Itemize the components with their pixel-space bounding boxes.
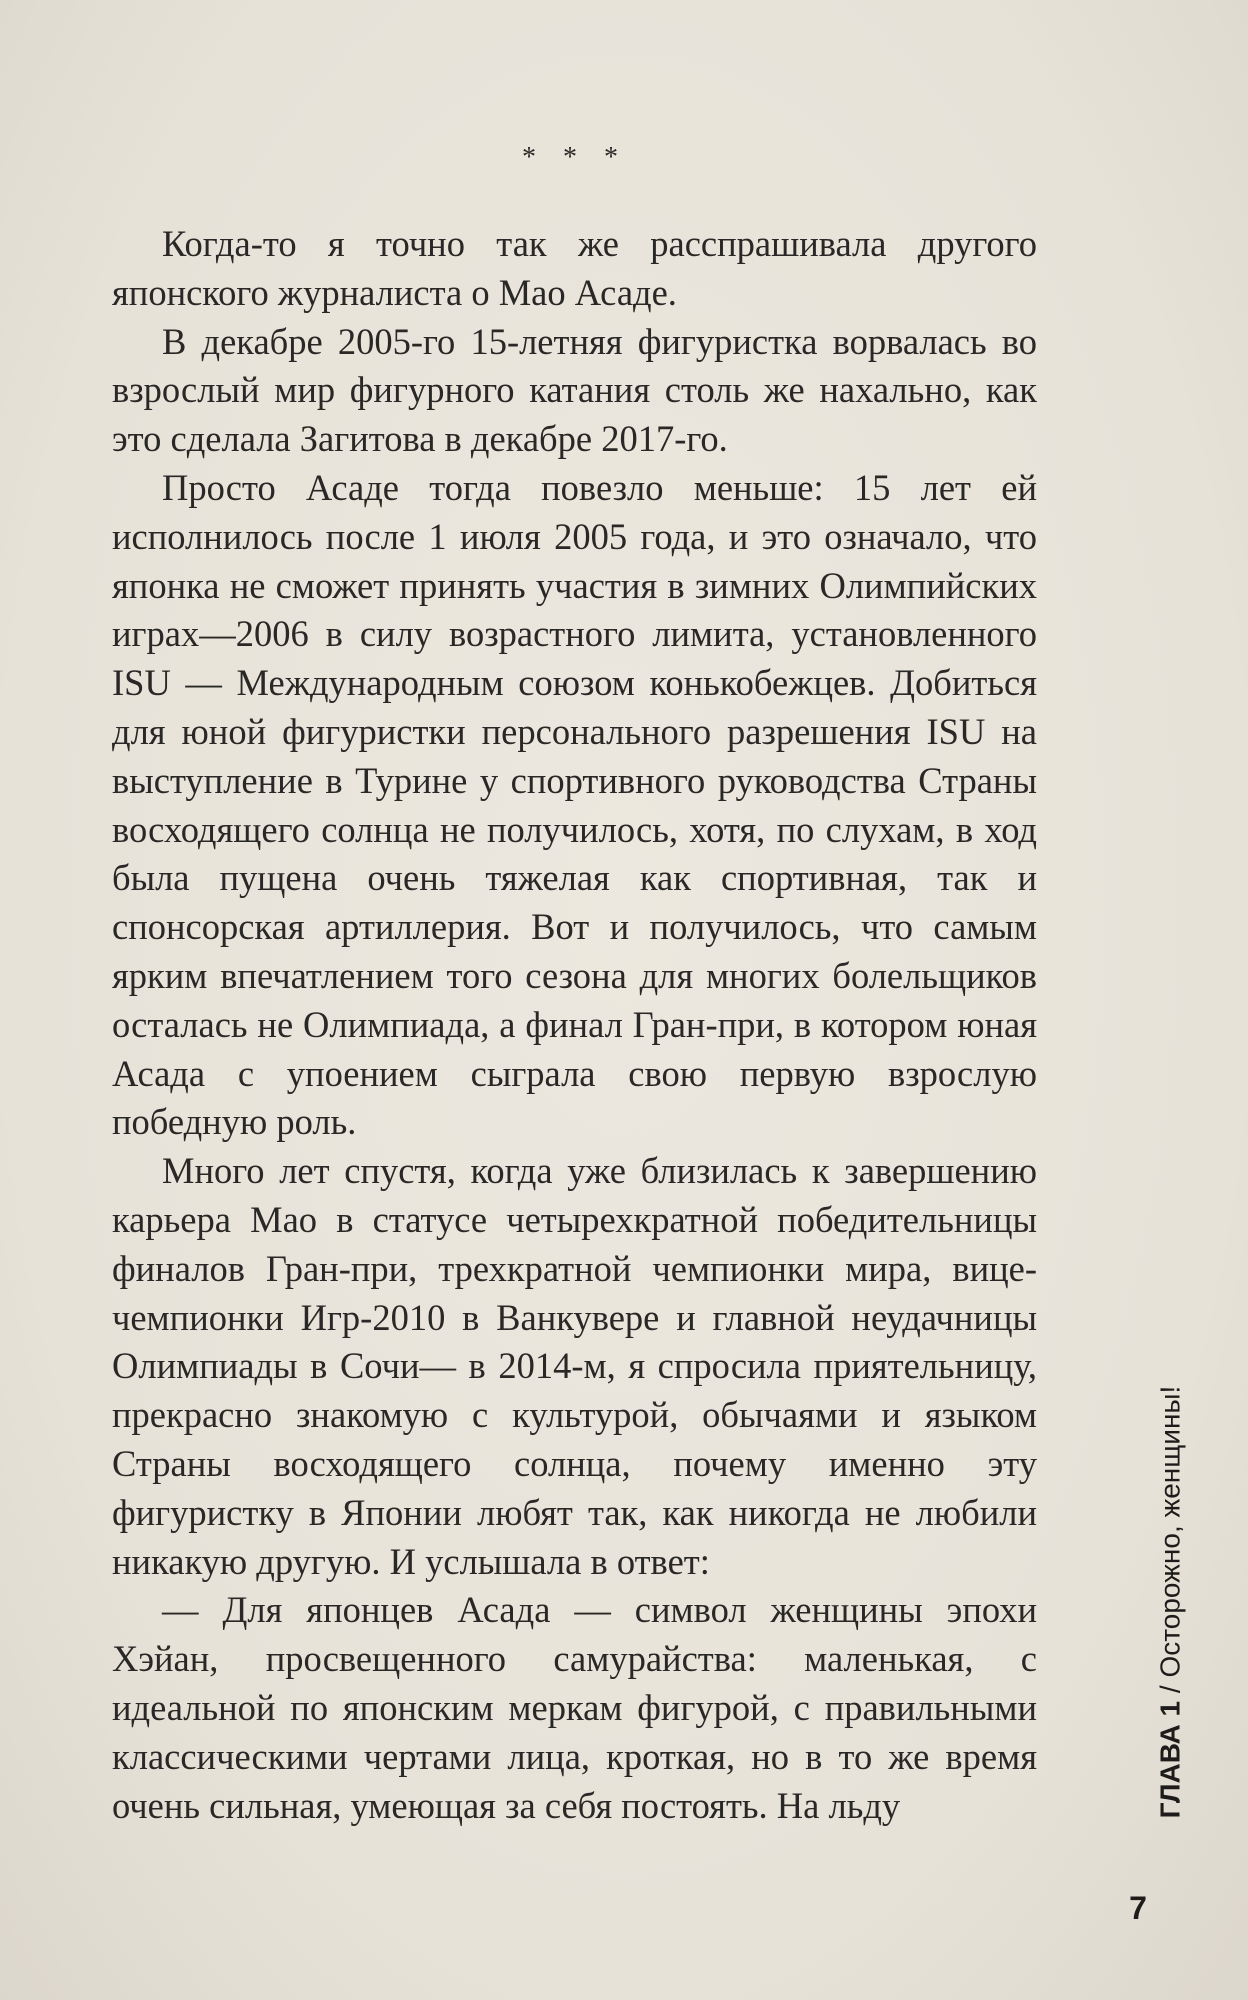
running-head-separator: /	[1154, 1677, 1185, 1701]
chapter-title: Осторожно, женщины!	[1154, 1385, 1185, 1678]
paragraph: Когда-то я точно так же расспрашивала другого японского журналиста о Мао Асаде.	[112, 223, 1037, 313]
paragraph: Просто Асаде тогда повезло меньше: 15 лет ей исполнилось после 1 июля 2005 года, и это означало, что японка не сможет принять участия в зимних Олимпийских играх—2006 в силу возрастного лимита, установленного ISU — Международным союзом конькобежцев. Добиться для юной фигуристки персонального разрешения ISU на выступление в Турине у спортивного руководства Страны восходящего солнца не получилось, хотя, по слухам, в ход была пущена очень тяжелая как спортивная, так и спонсорская артиллерия. Вот и получилось, что самым ярким впечатлением того сезона для многих болельщиков осталась не Олимпиада, а финал Гран-при, в котором юная Асада с упоением сыграла свою первую взрослую победную роль.	[112, 466, 1037, 1143]
page-number: 7	[1129, 1890, 1147, 1926]
paragraph: — Для японцев Асада — символ женщины эпохи Хэйан, просвещенного самурайства: маленькая, с идеальной по японским меркам фигурой, с правильными классическими чертами лица, кроткая, но в то же время очень сильная, умеющая за себя постоять. На льду	[112, 1589, 1037, 1826]
section-break: * * *	[522, 142, 628, 173]
paragraph: Много лет спустя, когда уже близилась к завершению карьера Мао в статусе четырехкратной победительницы финалов Гран-при, трехкратной чемпионки мира, вице-чемпионки Игр-2010 в Ванкувере и главной неудачницы Олимпиады в Сочи— в 2014-м, я спросила приятельницу, прекрасно знакомую с культурой, обычаями и языком Страны восходящего солнца, почему именно эту фигуристку в Японии любят так, как никогда не любили никакую другую. И услышала в ответ:	[112, 1150, 1037, 1582]
paragraph: В декабре 2005-го 15-летняя фигуристка ворвалась во взрослый мир фигурного катания столь же нахально, как это сделала Загитова в декабре 2017-го.	[112, 320, 1037, 460]
running-head	[1130, 1362, 1210, 1842]
running-head-text	[1154, 1386, 1186, 1819]
body-text	[112, 220, 1037, 1830]
chapter-label: ГЛАВА 1	[1154, 1700, 1185, 1819]
